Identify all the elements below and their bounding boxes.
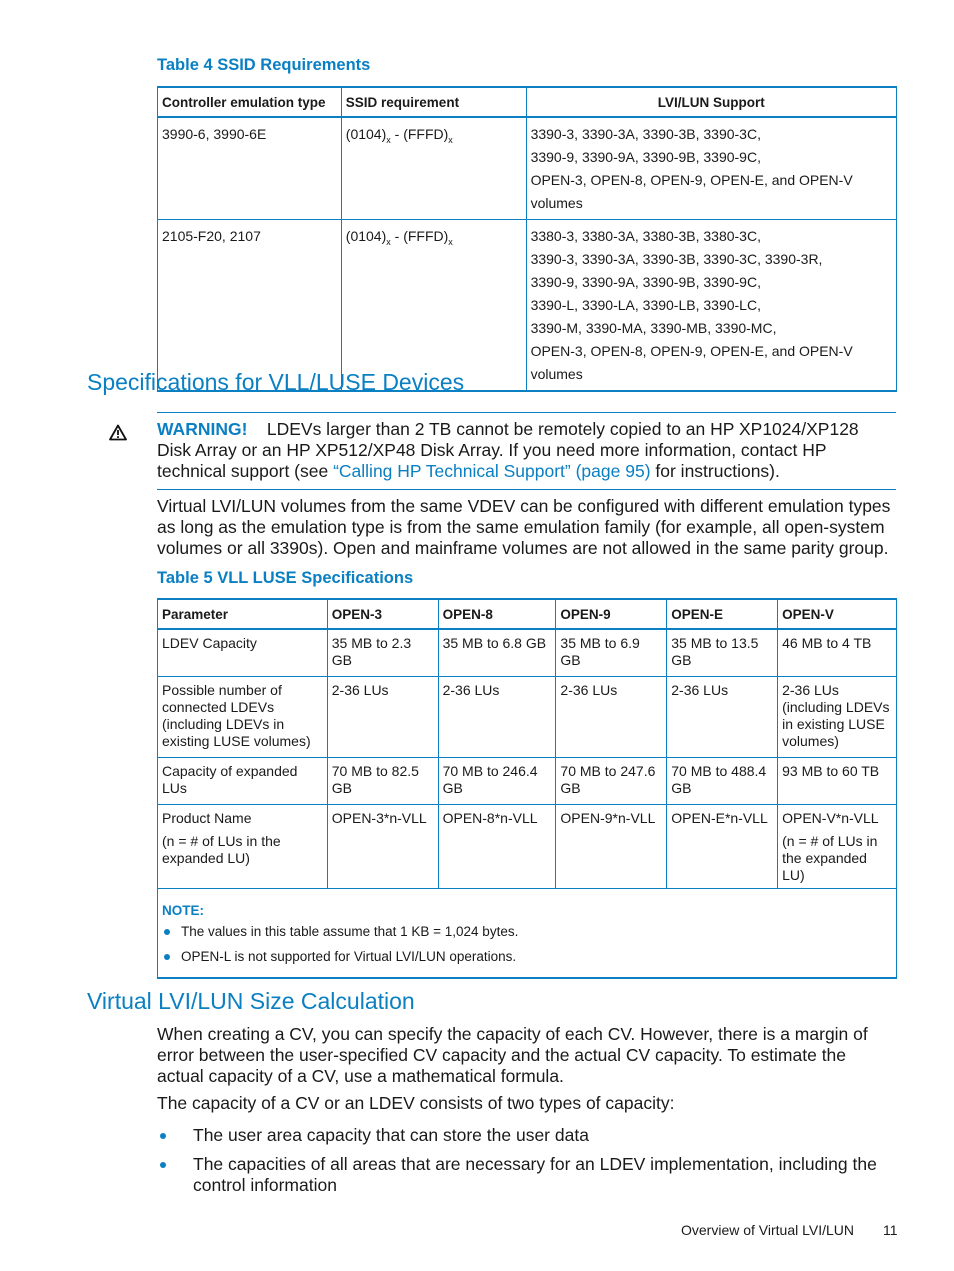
table-row — [158, 804, 897, 888]
size-paragraph-2: The capacity of a CV or an LDEV consists of two types of capacity: — [157, 1093, 675, 1113]
table-cell — [526, 117, 896, 220]
warning-text-end: for instructions). — [650, 461, 780, 481]
support-line: OPEN-3, OPEN-8, OPEN-9, OPEN-E, and OPEN-V volumes — [530, 343, 853, 382]
warning-triangle-icon — [109, 424, 127, 446]
warning-bottom-rule — [157, 489, 896, 490]
warning-top-rule — [157, 412, 896, 413]
table-cell: Possible number of connected LDEVs (including LDEVs in existing LUSE volumes) — [158, 676, 328, 757]
table-cell: 70 MB to 246.4 GB — [438, 757, 556, 804]
table-cell: 93 MB to 60 TB — [778, 757, 897, 804]
table-cell: Capacity of expanded LUs — [158, 757, 328, 804]
table-cell: 2-36 LUs — [667, 676, 778, 757]
table-cell — [526, 220, 896, 392]
note-title: NOTE: — [162, 902, 204, 918]
column-header: OPEN-V — [778, 599, 897, 629]
table-row — [158, 676, 897, 757]
product-value: OPEN-V*n-VLL — [782, 809, 879, 826]
table-cell: OPEN-3*n-VLL — [327, 804, 438, 888]
support-line: 3390-3, 3390-3A, 3390-3B, 3390-3C, 3390-3R, — [530, 251, 823, 267]
bullet-dot-icon — [160, 1162, 166, 1168]
table-cell: 3990-6, 3990-6E — [158, 117, 342, 220]
table5-caption: Table 5 VLL LUSE Specifications — [157, 569, 414, 587]
list-item: The user area capacity that can store the user data — [157, 1125, 899, 1146]
table-cell: 2105-F20, 2107 — [158, 220, 342, 392]
warning-label: WARNING! — [157, 419, 248, 439]
section-heading-vll-luse: Specifications for VLL/LUSE Devices — [87, 369, 465, 395]
table-cell — [778, 804, 897, 888]
table-header-row — [158, 87, 897, 117]
table-cell: 35 MB to 6.9 GB — [556, 629, 667, 676]
table-cell: LDEV Capacity — [158, 629, 328, 676]
vll-paragraph: Virtual LVI/LUN volumes from the same VDEV can be configured with different emulation types as long as the emulation type is from the same emulation family (for example, all open-system volumes or all 3390s). Open and mainframe volumes are not allowed in the same parity group. — [157, 496, 891, 558]
table-cell: 35 MB to 2.3 GB — [327, 629, 438, 676]
page-number: 11 — [883, 1222, 898, 1238]
table-cell: 2-36 LUs — [556, 676, 667, 757]
column-header: Parameter — [158, 599, 328, 629]
warning-text: LDEVs larger than 2 TB cannot be remotely copied to an HP XP1024/XP128 Disk Array or an HP XP512/XP48 Disk Array. If you need more information, contact HP technical support (see — [157, 419, 859, 481]
table-cell: OPEN-9*n-VLL — [556, 804, 667, 888]
table-header-row — [158, 599, 897, 629]
list-item: The capacities of all areas that are necessary for an LDEV implementation, including the control information — [157, 1154, 899, 1196]
bullet-dot-icon — [160, 1133, 166, 1139]
support-line: 3390-M, 3390-MA, 3390-MB, 3390-MC, — [530, 320, 777, 336]
bullet-dot-icon — [164, 954, 170, 960]
table-cell: 35 MB to 13.5 GB — [667, 629, 778, 676]
support-line: OPEN-3, OPEN-8, OPEN-9, OPEN-E, and OPEN-V volumes — [530, 172, 853, 211]
product-note: (n = # of LUs in the expanded LU) — [782, 832, 878, 883]
param-name: Product Name — [162, 809, 252, 826]
bullet-dot-icon — [164, 929, 170, 935]
column-header: OPEN-3 — [327, 599, 438, 629]
support-line: 3390-L, 3390-LA, 3390-LB, 3390-LC, — [530, 297, 761, 313]
table-cell: $(0104)_x$ - $(FFFD)_x$ — [341, 117, 526, 220]
column-header: OPEN-8 — [438, 599, 556, 629]
column-header: LVI/LUN Support — [526, 87, 896, 117]
note-cell — [158, 888, 897, 978]
note-row — [158, 888, 897, 978]
table-cell: OPEN-8*n-VLL — [438, 804, 556, 888]
column-header: Controller emulation type — [158, 87, 342, 117]
table-cell: 2-36 LUs — [438, 676, 556, 757]
table-cell: 2-36 LUs (including LDEVs in existing LUSE volumes) — [778, 676, 897, 757]
table-cell — [158, 804, 328, 888]
param-note: (n = # of LUs in the expanded LU) — [162, 832, 281, 866]
table-row — [158, 220, 897, 392]
size-paragraph-1: When creating a CV, you can specify the capacity of each CV. However, there is a margin of error between the user-specified CV capacity and the actual CV capacity. To estimate the actual capacity of a CV, use a mathematical formula. — [157, 1024, 868, 1086]
table-cell: 70 MB to 488.4 GB — [667, 757, 778, 804]
table-cell: $(0104)_x$ - $(FFFD)_x$ — [341, 220, 526, 392]
ssid-requirements-table — [157, 86, 897, 392]
footer-section-title: Overview of Virtual LVI/LUN — [681, 1222, 854, 1238]
note-item: The values in this table assume that 1 KB = 1,024 bytes. — [162, 923, 892, 940]
capacity-types-list — [157, 1125, 899, 1204]
table4-caption: Table 4 SSID Requirements — [157, 56, 371, 74]
table-cell: OPEN-E*n-VLL — [667, 804, 778, 888]
vll-luse-spec-table — [157, 598, 897, 979]
table-cell: 70 MB to 247.6 GB — [556, 757, 667, 804]
table-row — [158, 629, 897, 676]
table-row — [158, 117, 897, 220]
support-link[interactable]: “Calling HP Technical Support” (page 95) — [333, 461, 651, 481]
table-cell: 35 MB to 6.8 GB — [438, 629, 556, 676]
table-cell: 46 MB to 4 TB — [778, 629, 897, 676]
note-item: OPEN-L is not supported for Virtual LVI/LUN operations. — [162, 948, 892, 965]
note-list — [162, 923, 892, 965]
warning-block — [157, 419, 897, 482]
support-line: 3390-3, 3390-3A, 3390-3B, 3390-3C, — [530, 126, 761, 142]
support-line: 3390-9, 3390-9A, 3390-9B, 3390-9C, — [530, 274, 761, 290]
support-line: 3380-3, 3380-3A, 3380-3B, 3380-3C, — [530, 228, 761, 244]
table-cell: 70 MB to 82.5 GB — [327, 757, 438, 804]
column-header: SSID requirement — [341, 87, 526, 117]
table-row — [158, 757, 897, 804]
column-header: OPEN-E — [667, 599, 778, 629]
table-cell: 2-36 LUs — [327, 676, 438, 757]
support-line: 3390-9, 3390-9A, 3390-9B, 3390-9C, — [530, 149, 761, 165]
column-header: OPEN-9 — [556, 599, 667, 629]
section-heading-size-calculation: Virtual LVI/LUN Size Calculation — [87, 988, 415, 1014]
